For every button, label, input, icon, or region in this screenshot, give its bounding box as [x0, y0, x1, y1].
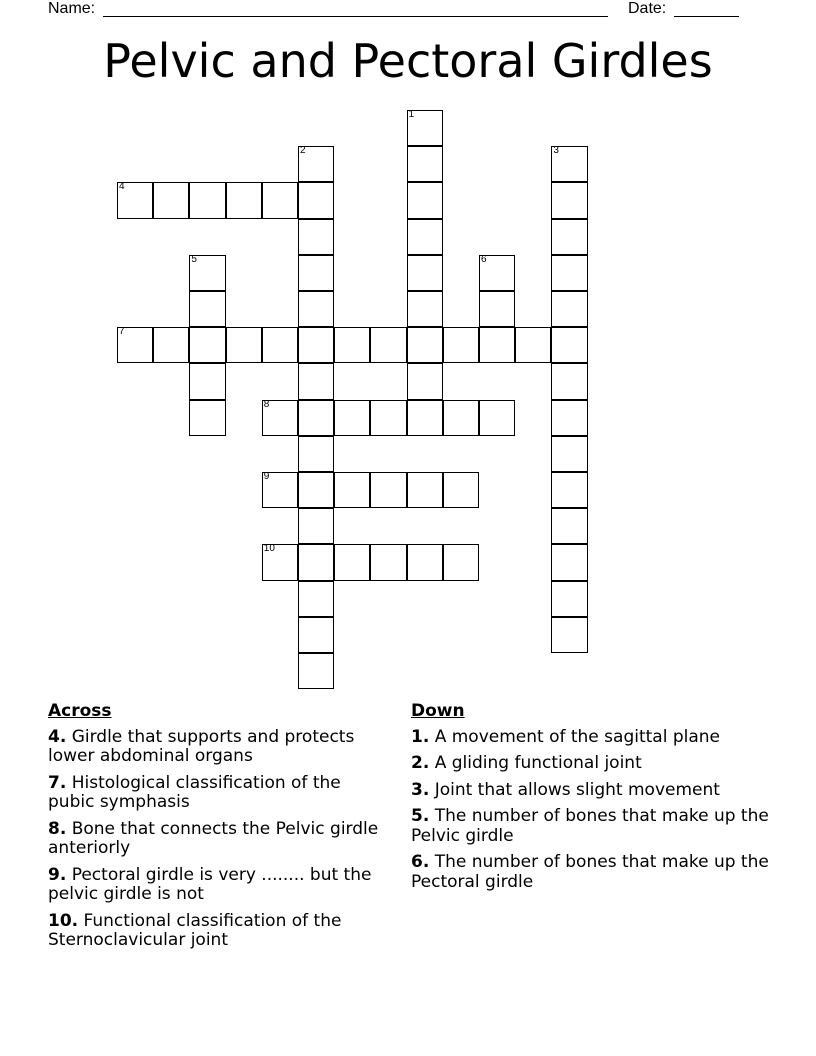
- grid-cell[interactable]: [298, 291, 334, 327]
- grid-cell[interactable]: [370, 472, 406, 508]
- grid-cell[interactable]: [298, 508, 334, 544]
- clue-text: Functional classification of the Sternoclavicular joint: [48, 910, 342, 950]
- grid-cell[interactable]: [551, 255, 587, 291]
- grid-cell[interactable]: [551, 363, 587, 399]
- grid-cell[interactable]: [370, 544, 406, 580]
- date-label: Date:: [628, 0, 667, 17]
- name-label: Name:: [48, 0, 96, 17]
- grid-cell[interactable]: [262, 400, 298, 436]
- grid-cell[interactable]: [189, 363, 225, 399]
- grid-cell[interactable]: [298, 219, 334, 255]
- cell-number: 10: [263, 543, 275, 555]
- grid-cell[interactable]: [189, 327, 225, 363]
- clue-down-2: [411, 754, 771, 774]
- clue-number: 6.: [411, 852, 430, 872]
- grid-cell[interactable]: [407, 327, 443, 363]
- grid-cell[interactable]: [407, 110, 443, 146]
- grid-cell[interactable]: [551, 617, 587, 653]
- grid-cell[interactable]: [407, 544, 443, 580]
- grid-cell[interactable]: [443, 544, 479, 580]
- grid-cell[interactable]: [551, 508, 587, 544]
- clue-text: The number of bones that make up the Pectoral girdle: [411, 852, 769, 892]
- grid-cell[interactable]: [551, 581, 587, 617]
- grid-cell[interactable]: [551, 472, 587, 508]
- clue-across-9: [48, 866, 388, 905]
- grid-cell[interactable]: [298, 255, 334, 291]
- grid-cell[interactable]: [226, 182, 262, 218]
- clue-down-1: [411, 728, 771, 748]
- grid-cell[interactable]: [443, 472, 479, 508]
- clue-text: Girdle that supports and protects lower abdominal organs: [48, 726, 355, 766]
- grid-cell[interactable]: [515, 327, 551, 363]
- grid-cell[interactable]: [370, 400, 406, 436]
- grid-cell[interactable]: [551, 219, 587, 255]
- grid-cell[interactable]: [370, 327, 406, 363]
- clue-number: 5.: [411, 806, 430, 826]
- grid-cell[interactable]: [334, 400, 370, 436]
- grid-cell[interactable]: [117, 182, 153, 218]
- grid-cell[interactable]: [189, 400, 225, 436]
- grid-cell[interactable]: [479, 327, 515, 363]
- grid-cell[interactable]: [334, 472, 370, 508]
- grid-cell[interactable]: [407, 182, 443, 218]
- grid-cell[interactable]: [479, 255, 515, 291]
- grid-cell[interactable]: [551, 400, 587, 436]
- grid-cell[interactable]: [298, 436, 334, 472]
- grid-cell[interactable]: [262, 327, 298, 363]
- grid-cell[interactable]: [334, 327, 370, 363]
- clue-text: Bone that connects the Pelvic girdle anteriorly: [48, 818, 379, 858]
- grid-cell[interactable]: [298, 544, 334, 580]
- grid-cell[interactable]: [479, 400, 515, 436]
- down-heading: Down: [411, 701, 465, 721]
- grid-cell[interactable]: [298, 327, 334, 363]
- across-heading: Across: [48, 701, 112, 721]
- cell-number: 1: [408, 109, 415, 120]
- grid-cell[interactable]: [262, 472, 298, 508]
- grid-cell[interactable]: [189, 255, 225, 291]
- cell-number: 5: [191, 253, 197, 265]
- grid-cell[interactable]: [226, 327, 262, 363]
- grid-cell[interactable]: [189, 182, 225, 218]
- grid-cell[interactable]: [407, 363, 443, 399]
- clue-text: Histological classification of the pubic symphasis: [48, 772, 341, 812]
- cell-number: 3: [553, 145, 559, 157]
- clue-down-6: [411, 853, 771, 892]
- grid-cell[interactable]: [153, 182, 189, 218]
- clue-text: Pectoral girdle is very ........ but the pelvic girdle is not: [48, 864, 372, 904]
- grid-cell[interactable]: [189, 291, 225, 327]
- cell-number: 9: [263, 471, 270, 482]
- cell-number: 7: [119, 326, 125, 338]
- clue-number: 2.: [411, 753, 430, 773]
- grid-cell[interactable]: [551, 182, 587, 218]
- clue-number: 1.: [411, 726, 430, 747]
- cell-number: 6: [481, 253, 487, 265]
- grid-cell[interactable]: [551, 291, 587, 327]
- grid-cell[interactable]: [298, 400, 334, 436]
- clue-across-10: [48, 912, 388, 951]
- grid-cell[interactable]: [479, 291, 515, 327]
- grid-cell[interactable]: [551, 544, 587, 580]
- clue-text: Joint that allows slight movement: [434, 779, 720, 800]
- grid-cell[interactable]: [298, 653, 334, 689]
- grid-cell[interactable]: [407, 146, 443, 182]
- across-clues: [48, 702, 388, 958]
- grid-cell[interactable]: [262, 544, 298, 580]
- cell-number: 2: [300, 145, 306, 157]
- grid-cell[interactable]: [551, 436, 587, 472]
- cell-number: 4: [119, 181, 125, 193]
- page-title: Pelvic and Pectoral Girdles: [103, 34, 713, 88]
- clue-number: 7.: [48, 772, 67, 793]
- grid-cell[interactable]: [407, 472, 443, 508]
- grid-cell[interactable]: [298, 363, 334, 399]
- clue-number: 8.: [48, 818, 67, 839]
- clue-text: The number of bones that make up the Pelvic girdle: [411, 806, 769, 846]
- grid-cell[interactable]: [407, 400, 443, 436]
- grid-cell[interactable]: [298, 182, 334, 218]
- grid-cell[interactable]: [407, 255, 443, 291]
- down-clues: [411, 702, 771, 899]
- grid-cell[interactable]: [298, 617, 334, 653]
- clue-down-5: [411, 807, 771, 846]
- clue-across-7: [48, 774, 388, 813]
- grid-cell[interactable]: [117, 327, 153, 363]
- grid-cell[interactable]: [551, 327, 587, 363]
- clue-text: A gliding functional joint: [434, 753, 642, 773]
- grid-cell[interactable]: [153, 327, 189, 363]
- grid-cell[interactable]: [298, 581, 334, 617]
- grid-cell[interactable]: [551, 146, 587, 182]
- clue-down-3: [411, 781, 771, 801]
- clue-number: 3.: [411, 779, 430, 800]
- clue-number: 9.: [48, 864, 67, 885]
- clue-number: 10.: [48, 910, 79, 931]
- cell-number: 8: [263, 398, 270, 410]
- clue-across-4: [48, 728, 388, 767]
- grid-cell[interactable]: [262, 182, 298, 218]
- grid-cell[interactable]: [443, 327, 479, 363]
- grid-cell[interactable]: [443, 400, 479, 436]
- clue-across-8: [48, 820, 388, 859]
- clue-number: 4.: [48, 726, 67, 747]
- grid-cell[interactable]: [298, 146, 334, 182]
- grid-cell[interactable]: [334, 544, 370, 580]
- clue-text: A movement of the sagittal plane: [434, 726, 721, 747]
- grid-cell[interactable]: [407, 219, 443, 255]
- grid-cell[interactable]: [298, 472, 334, 508]
- grid-cell[interactable]: [407, 291, 443, 327]
